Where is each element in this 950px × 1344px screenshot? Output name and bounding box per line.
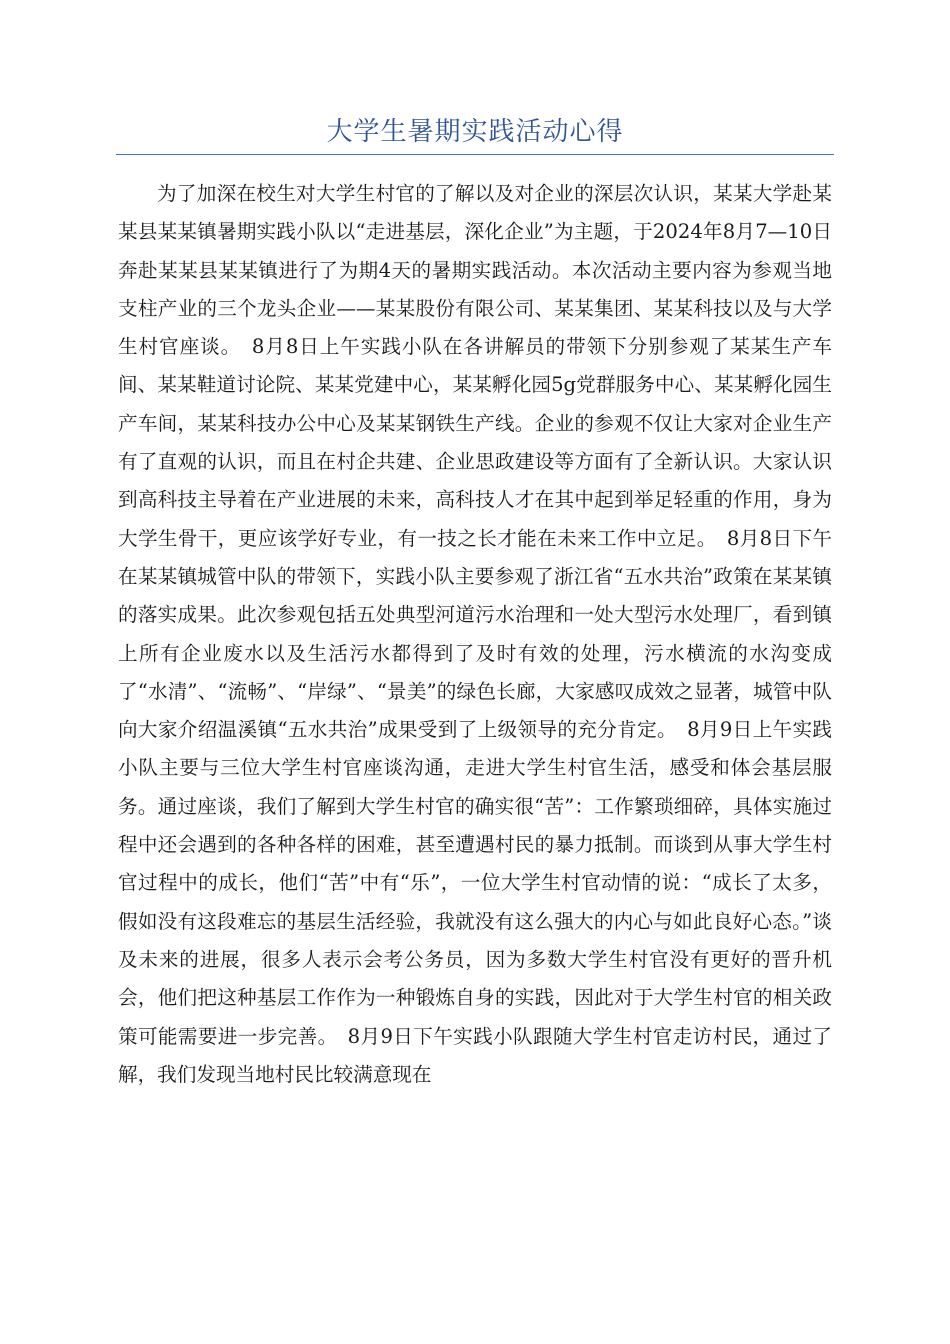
- title-underline: [116, 154, 834, 155]
- document-title: 大学生暑期实践活动心得: [326, 117, 624, 147]
- body-paragraph: 为了加深在校生对大学生村官的了解以及对企业的深层次认识，某某大学赴某某县某某镇暑期实践小队以“走进基层，深化企业”为主题，于2024年8月7—10日奔赴某某县某某镇进行了为期4天的暑期实践活动。本次活动主要内容为参观当地支柱产业的三个龙头企业——某某股份有限公司、某某集团、某某科技以及与大学生村官座谈。 8月8日上午实践小队在各讲解员的带领下分别参观了某某生产车间、某某鞋道讨论院、某某党建中心，某某孵化园5g党群服务中心、某某孵化园生产车间，某某科技办公中心及某某钢铁生产线。企业的参观不仅让大家对企业生产有了直观的认识，而且在村企共建、企业思政建设等方面有了全新认识。大家认识到高科技主导着在产业进展的未来，高科技人才在其中起到举足轻重的作用，身为大学生骨干，更应该学好专业，有一技之长才能在未来工作中立足。 8月8日下午在某某镇城管中队的带领下，实践小队主要参观了浙江省“五水共治”政策在某某镇的落实成果。此次参观包括五处典型河道污水治理和一处大型污水处理厂，看到镇上所有企业废水以及生活污水都得到了及时有效的处理，污水横流的水沟变成了“水清”、“流畅”、“岸绿”、“景美”的绿色长廊，大家感叹成效之显著，城管中队向大家介绍温溪镇“五水共治”成果受到了上级领导的充分肯定。 8月9日上午实践小队主要与三位大学生村官座谈沟通，走进大学生村官生活，感受和体会基层服务。通过座谈，我们了解到大学生村官的确实很“苦”：工作繁琐细碎，具体实施过程中还会遇到的各种各样的困难，甚至遭遇村民的暴力抵制。而谈到从事大学生村官过程中的成长，他们“苦”中有“乐”，一位大学生村官动情的说：“成长了太多，假如没有这段难忘的基层生活经验，我就没有这么强大的内心与如此良好心态。”谈及未来的进展，很多人表示会考公务员，因为多数大学生村官没有更好的晋升机会，他们把这种基层工作作为一种锻炼自身的实践，因此对于大学生村官的相关政策可能需要进一步完善。 8月9日下午实践小队跟随大学生村官走访村民，通过了解，我们发现当地村民比较满意现在: [118, 182, 832, 1086]
